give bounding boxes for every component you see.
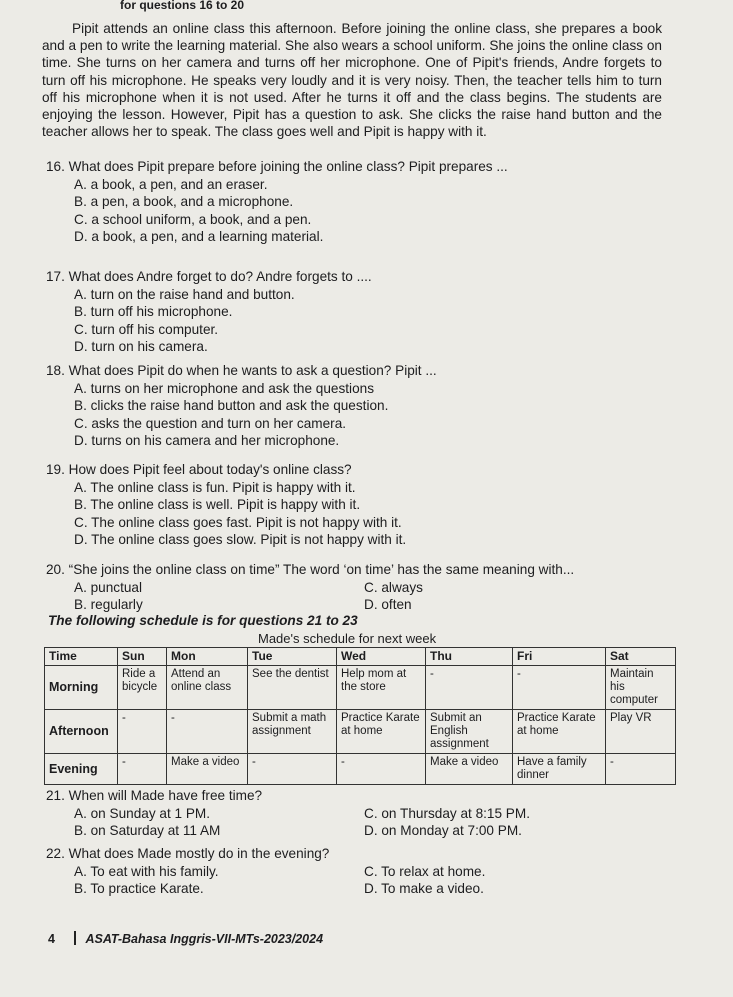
table-cell: -: [426, 666, 513, 710]
table-cell: Make a video: [167, 754, 248, 785]
question-stem: 17. What does Andre forget to do? Andre forgets to ....: [46, 269, 372, 284]
question-19: [46, 461, 686, 549]
option-a[interactable]: A. punctual: [74, 579, 143, 595]
option-d[interactable]: D. turn on his camera.: [74, 339, 208, 354]
header-cell: Fri: [513, 648, 606, 666]
header-cut-text: for questions 16 to 20: [120, 0, 245, 12]
table-cell: -: [606, 754, 676, 785]
table-cell: Submit an English assignment: [426, 710, 513, 754]
table-cell: See the dentist: [248, 666, 337, 710]
table-cell: Make a video: [426, 754, 513, 785]
option-a[interactable]: A. To eat with his family.: [74, 863, 219, 879]
table-cell: -: [118, 754, 167, 785]
option-a[interactable]: A. a book, a pen, and an eraser.: [74, 176, 268, 192]
option-b[interactable]: B. The online class is well. Pipit is happy with it.: [74, 497, 361, 512]
table-row: [45, 666, 676, 710]
question-20: [46, 561, 686, 613]
table-cell: -: [513, 666, 606, 710]
option-c[interactable]: C. turn off his computer.: [74, 321, 219, 337]
table-cell: Practice Karate at home: [513, 710, 606, 754]
option-b[interactable]: B. turn off his microphone.: [74, 304, 233, 319]
page-number: 4: [48, 932, 55, 946]
options-grid: [74, 863, 686, 897]
option-d[interactable]: D. turns on his camera and her microphone.: [74, 433, 340, 448]
option-c[interactable]: C. on Thursday at 8:15 PM.: [364, 805, 530, 821]
question-stem: 22. What does Made mostly do in the evening?: [46, 846, 330, 861]
table-row: [45, 710, 676, 754]
header-cell: Thu: [426, 648, 513, 666]
option-b[interactable]: B. To practice Karate.: [74, 880, 204, 896]
table-cell: Help mom at the store: [337, 666, 426, 710]
table-cell: Maintain his computer: [606, 666, 676, 710]
row-label: Morning: [45, 666, 118, 710]
option-d[interactable]: D. on Monday at 7:00 PM.: [364, 822, 522, 838]
question-stem: 16. What does Pipit prepare before joining the online class? Pipit prepares ...: [46, 159, 508, 174]
header-cell: Mon: [167, 648, 248, 666]
option-b[interactable]: B. on Saturday at 11 AM: [74, 822, 221, 838]
table-cell: -: [248, 754, 337, 785]
schedule-table: [44, 647, 676, 785]
question-stem: 21. When will Made have free time?: [46, 788, 263, 803]
option-a[interactable]: A. turn on the raise hand and button.: [74, 286, 295, 302]
option-b[interactable]: B. regularly: [74, 596, 143, 612]
header-cell: Sat: [606, 648, 676, 666]
header-cell: Tue: [248, 648, 337, 666]
options-grid: [74, 805, 686, 839]
table-header-row: [45, 648, 676, 666]
page-footer: [48, 931, 323, 946]
table-cell: Play VR: [606, 710, 676, 754]
option-d[interactable]: D. The online class goes slow. Pipit is not happy with it.: [74, 532, 407, 547]
header-cell: Wed: [337, 648, 426, 666]
table-cell: Have a family dinner: [513, 754, 606, 785]
schedule-caption: Made's schedule for next week: [258, 631, 437, 646]
option-c[interactable]: C. The online class goes fast. Pipit is not happy with it.: [74, 514, 402, 530]
table-cell: Practice Karate at home: [337, 710, 426, 754]
table-row: [45, 754, 676, 785]
option-b[interactable]: B. clicks the raise hand button and ask the question.: [74, 398, 389, 413]
option-c[interactable]: C. To relax at home.: [364, 863, 486, 879]
option-d[interactable]: D. a book, a pen, and a learning material.: [74, 229, 324, 244]
table-cell: Submit a math assignment: [248, 710, 337, 754]
row-label: Evening: [45, 754, 118, 785]
option-c[interactable]: C. asks the question and turn on her camera.: [74, 415, 347, 431]
table-cell: Ride a bicycle: [118, 666, 167, 710]
option-d[interactable]: D. To make a video.: [364, 880, 484, 896]
question-16: [46, 158, 686, 246]
question-18: [46, 362, 686, 450]
question-stem: 18. What does Pipit do when he wants to ask a question? Pipit ...: [46, 363, 437, 378]
reading-passage: Pipit attends an online class this afternoon. Before joining the online class, she prepares a book and a pen to write the learning material. She also wears a school uniform. She joins the online class on time. She turns on her camera and turns off her microphone. One of Pipit's friends, Andre forgets to turn off his microphone. He speaks very loudly and it is very noisy. Then, the teacher tells him to turn off his microphone when it is not used. After he turns it off and the class begins. The students are enjoying the lesson. However, Pipit has a question to ask. She clicks the raise hand button and the teacher allows her to speak. The class goes well and Pipit is happy with it.: [42, 21, 662, 140]
table-cell: -: [337, 754, 426, 785]
option-d[interactable]: D. often: [364, 596, 412, 612]
question-22: [46, 845, 686, 897]
header-cell: Sun: [118, 648, 167, 666]
divider: [74, 931, 76, 945]
option-b[interactable]: B. a pen, a book, and a microphone.: [74, 194, 294, 209]
table-cell: -: [167, 710, 248, 754]
option-c[interactable]: C. always: [364, 579, 423, 595]
question-21: [46, 787, 686, 839]
footer-title: ASAT-Bahasa Inggris-VII-MTs-2023/2024: [85, 932, 324, 946]
table-cell: Attend an online class: [167, 666, 248, 710]
option-a[interactable]: A. The online class is fun. Pipit is happy with it.: [74, 479, 356, 495]
options-grid: [74, 579, 686, 613]
question-17: [46, 268, 686, 356]
schedule-intro: The following schedule is for questions 21 to 23: [48, 613, 358, 628]
option-c[interactable]: C. a school uniform, a book, and a pen.: [74, 211, 312, 227]
option-a[interactable]: A. on Sunday at 1 PM.: [74, 805, 211, 821]
question-stem: 20. “She joins the online class on time” The word ‘on time’ has the same meaning with...: [46, 562, 575, 577]
row-label: Afternoon: [45, 710, 118, 754]
header-cell: Time: [45, 648, 118, 666]
question-stem: 19. How does Pipit feel about today's online class?: [46, 462, 352, 477]
option-a[interactable]: A. turns on her microphone and ask the questions: [74, 380, 374, 396]
table-cell: -: [118, 710, 167, 754]
